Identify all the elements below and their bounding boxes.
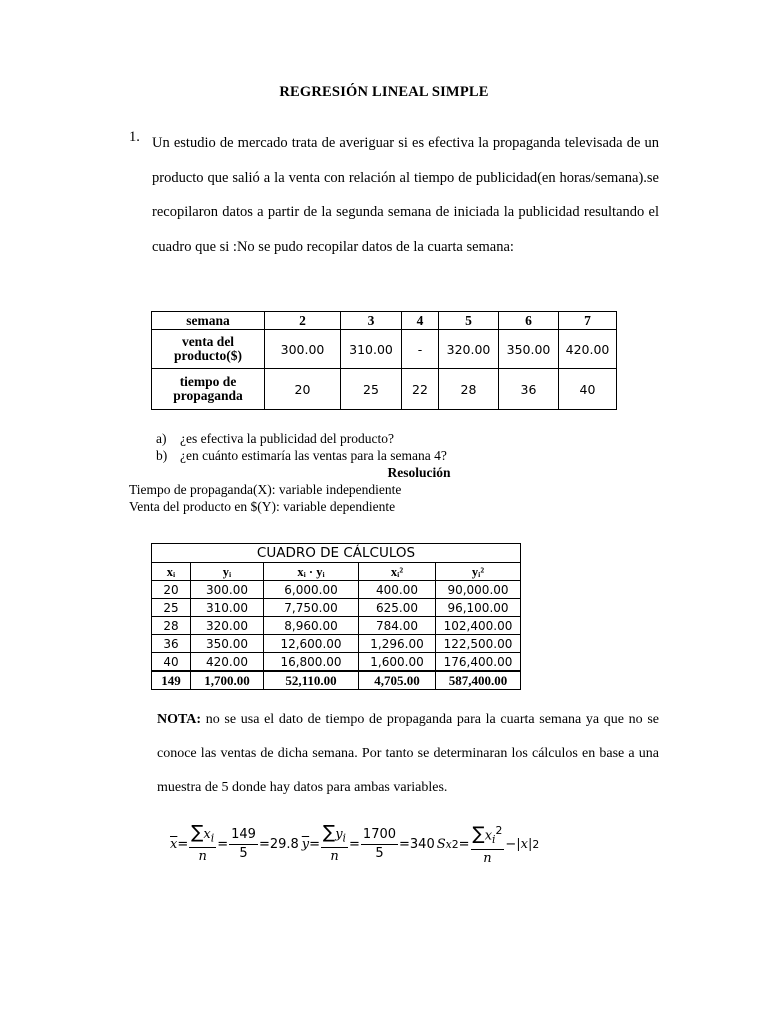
calc-cell: 40: [152, 653, 191, 672]
variable-x-line: Tiempo de propaganda(X): variable independiente: [129, 482, 402, 497]
sigma-icon: ∑: [472, 823, 485, 845]
row-label-time: tiempo de propaganda: [152, 369, 265, 410]
row-label-sales: venta del producto($): [152, 330, 265, 369]
calc-cell: 20: [152, 581, 191, 599]
time-cell: 25: [341, 369, 402, 410]
calc-cell: 90,000.00: [436, 581, 521, 599]
question-letter: b): [156, 448, 168, 463]
sales-cell: 320.00: [439, 330, 499, 369]
y-value-fraction: [361, 826, 398, 863]
question-letter: a): [156, 431, 167, 446]
calc-header: xᵢ · yᵢ: [264, 563, 359, 581]
y-mean-result: =340: [399, 837, 435, 853]
n-symbol: n: [198, 849, 207, 865]
sum-x-fraction: [189, 821, 216, 867]
time-cell: 36: [499, 369, 559, 410]
calc-cell: 176,400.00: [436, 653, 521, 672]
week-header: 7: [559, 312, 617, 330]
x-value-fraction: [229, 826, 258, 863]
calc-cell: 28: [152, 617, 191, 635]
calc-cell: 7,750.00: [264, 599, 359, 617]
week-header: 3: [341, 312, 402, 330]
document-title: REGRESIÓN LINEAL SIMPLE: [279, 84, 489, 100]
calc-cell: 102,400.00: [436, 617, 521, 635]
calc-cell: 1,296.00: [359, 635, 436, 653]
superscript-2: 2: [451, 838, 459, 852]
superscript-2: 2: [532, 838, 540, 852]
total-cell: 149: [152, 671, 191, 690]
note-text: no se usa el dato de tiempo de propaganda para la cuarta semana ya que no se conoce las ventas de dicha semana. Por tanto se determinaran los cálculos en base a una muestra de 5 donde hay datos para ambas variables.: [157, 712, 659, 795]
variable-y-line: Venta del producto en $(Y): variable dependiente: [129, 499, 396, 514]
question-a: [156, 431, 394, 447]
abs-x-bar: |x|: [516, 837, 533, 853]
week-header: 6: [499, 312, 559, 330]
calc-cell: 310.00: [191, 599, 264, 617]
calc-cell: 320.00: [191, 617, 264, 635]
calc-header: yᵢ: [191, 563, 264, 581]
sum-x-squared-fraction: [471, 822, 505, 868]
week-header: 4: [402, 312, 439, 330]
sum-y-fraction: [321, 821, 348, 867]
equals-sign: =: [349, 837, 360, 853]
equals-sign: =: [309, 837, 321, 853]
calc-header: xᵢ²: [359, 563, 436, 581]
subscript-i: i: [342, 831, 347, 845]
n-symbol: n: [483, 850, 492, 866]
calc-cell: 6,000.00: [264, 581, 359, 599]
calc-cell: 420.00: [191, 653, 264, 672]
sales-cell: 300.00: [265, 330, 341, 369]
calc-cell: 8,960.00: [264, 617, 359, 635]
denominator: 5: [375, 846, 384, 862]
note-label: NOTA:: [157, 712, 202, 727]
total-cell: 4,705.00: [359, 671, 436, 690]
x-symbol: x: [203, 826, 211, 842]
subscript-i: i: [210, 831, 215, 845]
sales-cell: -: [402, 330, 439, 369]
data-table: [151, 311, 617, 410]
calc-cell: 36: [152, 635, 191, 653]
time-cell: 20: [265, 369, 341, 410]
week-header: 2: [265, 312, 341, 330]
denominator: 5: [239, 846, 248, 862]
numerator: 149: [229, 826, 258, 845]
calc-cell: 784.00: [359, 617, 436, 635]
calc-cell: 96,100.00: [436, 599, 521, 617]
time-cell: 28: [439, 369, 499, 410]
numerator: 1700: [361, 826, 398, 845]
sales-cell: 350.00: [499, 330, 559, 369]
calc-cell: 625.00: [359, 599, 436, 617]
question-b: [156, 448, 447, 464]
sigma-icon: ∑: [323, 821, 336, 843]
superscript-2: 2: [495, 824, 503, 837]
calc-header: xᵢ: [152, 563, 191, 581]
note-paragraph: [157, 703, 659, 805]
resolution-heading: Resolución: [387, 465, 451, 480]
minus-sign: −: [505, 837, 517, 853]
calc-table: [151, 543, 521, 690]
subscript-i: i: [492, 832, 496, 846]
subscript-x: x: [445, 838, 452, 852]
x-mean-result: =29.8: [258, 837, 299, 853]
y-symbol: y: [335, 826, 343, 842]
calc-cell: 350.00: [191, 635, 264, 653]
n-symbol: n: [330, 849, 339, 865]
mean-variance-formula: [170, 822, 539, 868]
time-cell: 22: [402, 369, 439, 410]
equals-sign: =: [458, 837, 470, 853]
total-cell: 1,700.00: [191, 671, 264, 690]
total-cell: 52,110.00: [264, 671, 359, 690]
week-header: 5: [439, 312, 499, 330]
calc-cell: 300.00: [191, 581, 264, 599]
equals-sign: =: [177, 837, 189, 853]
question-text: ¿en cuánto estimaría las ventas para la semana 4?: [180, 448, 447, 463]
time-cell: 40: [559, 369, 617, 410]
calc-cell: 12,600.00: [264, 635, 359, 653]
calc-cell: 122,500.00: [436, 635, 521, 653]
problem-statement: Un estudio de mercado trata de averiguar si es efectiva la propaganda televisada de un producto que salió a la venta con relación al tiempo de publicidad(en horas/semana).se recopilaron datos a partir de la segunda semana de iniciada la publicidad resultando el cuadro que si :No se pudo recopilar datos de la cuarta semana:: [152, 135, 659, 255]
calc-header: yᵢ²: [436, 563, 521, 581]
table-header-label: semana: [152, 312, 265, 330]
calc-cell: 1,600.00: [359, 653, 436, 672]
calc-table-caption: CUADRO DE CÁLCULOS: [152, 544, 521, 563]
total-cell: 587,400.00: [436, 671, 521, 690]
x-symbol: x: [484, 828, 493, 844]
calc-cell: 16,800.00: [264, 653, 359, 672]
question-text: ¿es efectiva la publicidad del producto?: [180, 431, 395, 446]
sales-cell: 420.00: [559, 330, 617, 369]
sigma-icon: ∑: [191, 821, 204, 843]
s-symbol: S: [436, 837, 446, 853]
equals-sign: =: [217, 837, 229, 853]
calc-cell: 25: [152, 599, 191, 617]
y-bar-symbol: $\overline{y}$: [301, 837, 310, 853]
x-bar-symbol: $\overline{x}$: [170, 837, 178, 853]
problem-number: 1.: [129, 129, 140, 145]
calc-cell: 400.00: [359, 581, 436, 599]
sales-cell: 310.00: [341, 330, 402, 369]
